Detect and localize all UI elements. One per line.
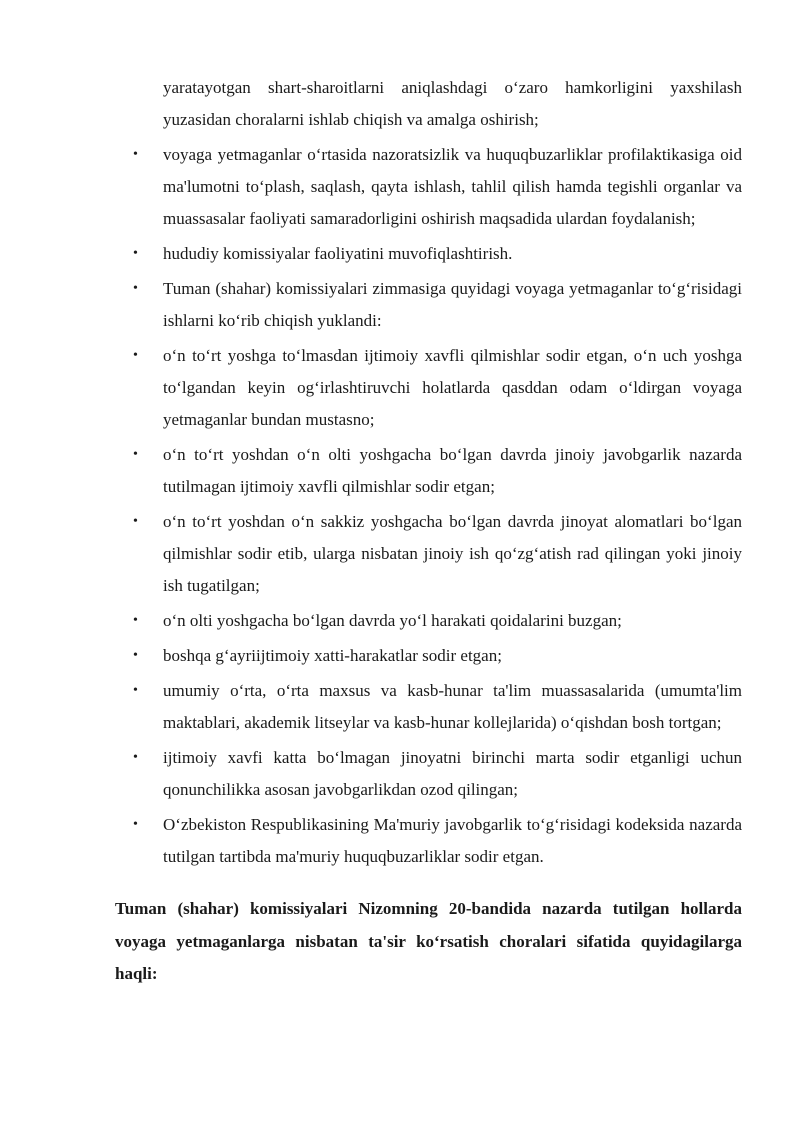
bullet-icon: •	[133, 147, 138, 162]
bullet-icon: •	[133, 683, 138, 698]
bullet-icon: •	[133, 447, 138, 462]
bullet-icon: •	[133, 246, 138, 261]
list-item-text: Tuman (shahar) komissiyalari zimmasiga quyidagi voyaga yetmaganlar to‘g‘risidagi ishlarni ko‘rib chiqish yuklandi:	[163, 279, 742, 330]
list-item	[115, 273, 742, 337]
list-item	[115, 605, 742, 637]
list-item-text: o‘n to‘rt yoshdan o‘n sakkiz yoshgacha bo‘lgan davrda jinoyat alomatlari bo‘lgan qilmishlar sodir etib, ularga nisbatan jinoiy ish qo‘zg‘atish rad qilingan yoki jinoiy ish tugatilgan;	[163, 512, 742, 595]
bullet-icon: •	[133, 514, 138, 529]
list-item	[115, 809, 742, 873]
list-item	[115, 139, 742, 235]
continuation-text: yaratayotgan shart-sharoitlarni aniqlashdagi o‘zaro hamkorligini yaxshilash yuzasidan choralarni ishlab chiqish va amalga oshirish;	[163, 78, 742, 129]
list-item-text: o‘n to‘rt yoshga to‘lmasdan ijtimoiy xavfli qilmishlar sodir etgan, o‘n uch yoshga to‘lgandan keyin og‘irlashtiruvchi holatlarda qasddan odam o‘ldirgan voyaga yetmaganlar bundan mustasno;	[163, 346, 742, 429]
list-item	[115, 675, 742, 739]
bullet-icon: •	[133, 750, 138, 765]
list-item-text: boshqa g‘ayriijtimoiy xatti-harakatlar sodir etgan;	[163, 646, 502, 665]
document-body	[115, 72, 742, 1008]
list-item-text: o‘n olti yoshgacha bo‘lgan davrda yo‘l harakati qoidalarini buzgan;	[163, 611, 622, 630]
bold-paragraph: Tuman (shahar) komissiyalari Nizomning 20-bandida nazarda tutilgan hollarda voyaga yetmaganlarga nisbatan ta'sir ko‘rsatish choralari sifatida quyidagilarga haqli:	[115, 899, 742, 983]
list-item	[115, 340, 742, 436]
bullet-icon: •	[133, 613, 138, 628]
bullet-icon: •	[133, 348, 138, 363]
list-item	[115, 439, 742, 503]
list-item	[115, 640, 742, 672]
list-item	[115, 742, 742, 806]
list-item-text: voyaga yetmaganlar o‘rtasida nazoratsizlik va huquqbuzarliklar profilaktikasiga oid ma'lumotni to‘plash, saqlash, qayta ishlash, tahlil qilish hamda tegishli organlar va muassasalar faoliyati samaradorligini oshirish maqsadida ulardan foydalanish;	[163, 145, 742, 228]
list-item-text: o‘n to‘rt yoshdan o‘n olti yoshgacha bo‘lgan davrda jinoiy javobgarlik nazarda tutilmagan ijtimoiy xavfli qilmishlar sodir etgan;	[163, 445, 742, 496]
continuation-paragraph	[115, 72, 742, 136]
list-item-text: umumiy o‘rta, o‘rta maxsus va kasb-hunar ta'lim muassasalarida (umumta'lim maktablari, akademik litseylar va kasb-hunar kollejlarida) o‘qishdan bosh tortgan;	[163, 681, 742, 732]
list-item-text: hududiy komissiyalar faoliyatini muvofiqlashtirish.	[163, 244, 513, 263]
list-item	[115, 238, 742, 270]
list-item-text: ijtimoiy xavfi katta bo‘lmagan jinoyatni birinchi marta sodir etganligi uchun qonunchilikka asosan javobgarlikdan ozod qilingan;	[163, 748, 742, 799]
bullet-icon: •	[133, 648, 138, 663]
list-item-text: O‘zbekiston Respublikasining Ma'muriy javobgarlik to‘g‘risidagi kodeksida nazarda tutilgan tartibda ma'muriy huquqbuzarliklar sodir etgan.	[163, 815, 742, 866]
bullet-icon: •	[133, 817, 138, 832]
list-item	[115, 506, 742, 602]
bullet-icon: •	[133, 281, 138, 296]
